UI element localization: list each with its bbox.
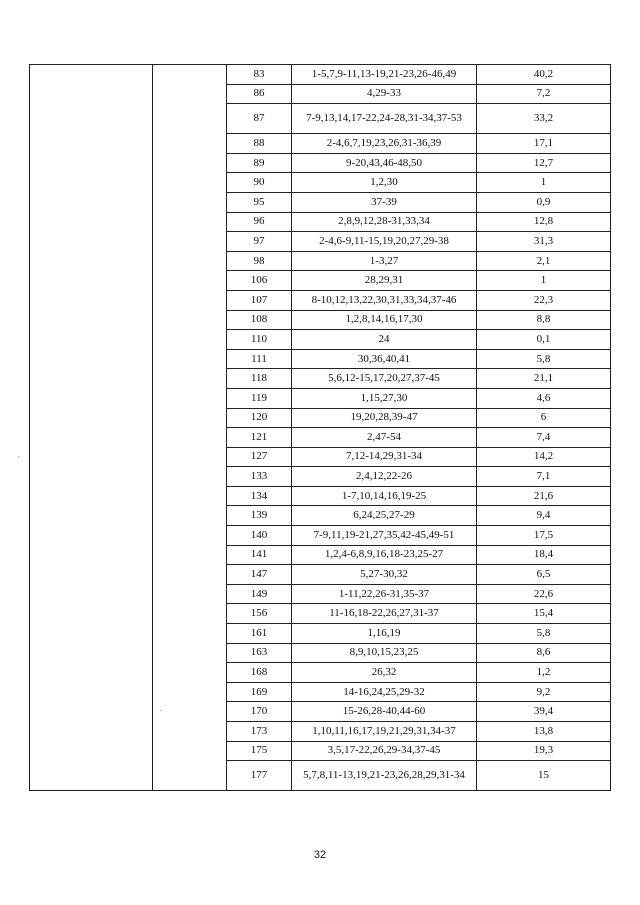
row-number-cell: 90 <box>227 173 292 193</box>
item-list-cell: 1-5,7,9-11,13-19,21-23,26-46,49 <box>292 65 477 85</box>
value-cell: 13,8 <box>477 722 611 742</box>
value-cell: 15 <box>477 761 611 791</box>
item-list-cell: 8,9,10,15,23,25 <box>292 643 477 663</box>
value-cell: 5,8 <box>477 349 611 369</box>
row-number-cell: 173 <box>227 722 292 742</box>
value-cell: 1 <box>477 271 611 291</box>
item-list-cell: 2-4,6,7,19,23,26,31-36,39 <box>292 134 477 154</box>
item-list-cell: 14-16,24,25,29-32 <box>292 682 477 702</box>
value-cell: 8,6 <box>477 643 611 663</box>
row-number-cell: 119 <box>227 388 292 408</box>
row-number-cell: 140 <box>227 526 292 546</box>
value-cell: 6 <box>477 408 611 428</box>
value-cell: 8,8 <box>477 310 611 330</box>
item-list-cell: 30,36,40,41 <box>292 349 477 369</box>
item-list-cell: 2-4,6-9,11-15,19,20,27,29-38 <box>292 232 477 252</box>
item-list-cell: 2,4,12,22-26 <box>292 467 477 487</box>
value-cell: 14,2 <box>477 447 611 467</box>
value-cell: 9,4 <box>477 506 611 526</box>
value-cell: 0,9 <box>477 192 611 212</box>
row-number-cell: 134 <box>227 486 292 506</box>
row-number-cell: 121 <box>227 428 292 448</box>
value-cell: 22,6 <box>477 584 611 604</box>
item-list-cell: 15-26,28-40,44-60 <box>292 702 477 722</box>
item-list-cell: 1,15,27,30 <box>292 388 477 408</box>
row-number-cell: 177 <box>227 761 292 791</box>
item-list-cell: 4,29-33 <box>292 84 477 104</box>
item-list-cell: 37-39 <box>292 192 477 212</box>
row-number-cell: 97 <box>227 232 292 252</box>
item-list-cell: 2,8,9,12,28-31,33,34 <box>292 212 477 232</box>
scan-speck <box>160 710 161 711</box>
empty-cell-col2 <box>153 65 227 791</box>
item-list-cell: 1,2,4-6,8,9,16,18-23,25-27 <box>292 545 477 565</box>
row-number-cell: 133 <box>227 467 292 487</box>
item-list-cell: 7-9,11,19-21,27,35,42-45,49-51 <box>292 526 477 546</box>
row-number-cell: 110 <box>227 330 292 350</box>
row-number-cell: 111 <box>227 349 292 369</box>
row-number-cell: 83 <box>227 65 292 85</box>
item-list-cell: 7-9,13,14,17-22,24-28,31-34,37-53 <box>292 104 477 134</box>
row-number-cell: 161 <box>227 624 292 644</box>
row-number-cell: 175 <box>227 741 292 761</box>
row-number-cell: 86 <box>227 84 292 104</box>
row-number-cell: 87 <box>227 104 292 134</box>
item-list-cell: 19,20,28,39-47 <box>292 408 477 428</box>
value-cell: 17,5 <box>477 526 611 546</box>
value-cell: 4,6 <box>477 388 611 408</box>
item-list-cell: 1,2,8,14,16,17,30 <box>292 310 477 330</box>
row-number-cell: 106 <box>227 271 292 291</box>
item-list-cell: 5,7,8,11-13,19,21-23,26,28,29,31-34 <box>292 761 477 791</box>
value-cell: 9,2 <box>477 682 611 702</box>
row-number-cell: 96 <box>227 212 292 232</box>
value-cell: 31,3 <box>477 232 611 252</box>
item-list-cell: 1-7,10,14,16,19-25 <box>292 486 477 506</box>
value-cell: 6,5 <box>477 565 611 585</box>
row-number-cell: 139 <box>227 506 292 526</box>
row-number-cell: 170 <box>227 702 292 722</box>
row-number-cell: 141 <box>227 545 292 565</box>
item-list-cell: 1-3,27 <box>292 251 477 271</box>
row-number-cell: 120 <box>227 408 292 428</box>
value-cell: 1,2 <box>477 663 611 683</box>
row-number-cell: 98 <box>227 251 292 271</box>
item-list-cell: 8-10,12,13,22,30,31,33,34,37-46 <box>292 290 477 310</box>
row-number-cell: 168 <box>227 663 292 683</box>
row-number-cell: 156 <box>227 604 292 624</box>
value-cell: 0,1 <box>477 330 611 350</box>
row-number-cell: 88 <box>227 134 292 154</box>
item-list-cell: 5,27-30,32 <box>292 565 477 585</box>
value-cell: 1 <box>477 173 611 193</box>
item-list-cell: 28,29,31 <box>292 271 477 291</box>
row-number-cell: 149 <box>227 584 292 604</box>
item-list-cell: 24 <box>292 330 477 350</box>
value-cell: 22,3 <box>477 290 611 310</box>
value-cell: 39,4 <box>477 702 611 722</box>
value-cell: 12,8 <box>477 212 611 232</box>
scan-speck <box>18 456 19 457</box>
value-cell: 5,8 <box>477 624 611 644</box>
row-number-cell: 89 <box>227 153 292 173</box>
item-list-cell: 6,24,25,27-29 <box>292 506 477 526</box>
table-row <box>30 65 611 85</box>
value-cell: 7,4 <box>477 428 611 448</box>
value-cell: 21,6 <box>477 486 611 506</box>
value-cell: 17,1 <box>477 134 611 154</box>
row-number-cell: 127 <box>227 447 292 467</box>
row-number-cell: 169 <box>227 682 292 702</box>
value-cell: 7,2 <box>477 84 611 104</box>
item-list-cell: 1,2,30 <box>292 173 477 193</box>
value-cell: 18,4 <box>477 545 611 565</box>
data-table <box>29 64 611 791</box>
row-number-cell: 147 <box>227 565 292 585</box>
value-cell: 21,1 <box>477 369 611 389</box>
item-list-cell: 1-11,22,26-31,35-37 <box>292 584 477 604</box>
item-list-cell: 7,12-14,29,31-34 <box>292 447 477 467</box>
item-list-cell: 3,5,17-22,26,29-34,37-45 <box>292 741 477 761</box>
item-list-cell: 11-16,18-22,26,27,31-37 <box>292 604 477 624</box>
row-number-cell: 118 <box>227 369 292 389</box>
table-body <box>30 65 611 791</box>
value-cell: 33,2 <box>477 104 611 134</box>
page-number: 32 <box>313 849 327 861</box>
row-number-cell: 107 <box>227 290 292 310</box>
item-list-cell: 2,47-54 <box>292 428 477 448</box>
item-list-cell: 1,10,11,16,17,19,21,29,31,34-37 <box>292 722 477 742</box>
item-list-cell: 26,32 <box>292 663 477 683</box>
item-list-cell: 5,6,12-15,17,20,27,37-45 <box>292 369 477 389</box>
value-cell: 19,3 <box>477 741 611 761</box>
value-cell: 12,7 <box>477 153 611 173</box>
row-number-cell: 108 <box>227 310 292 330</box>
row-number-cell: 163 <box>227 643 292 663</box>
value-cell: 7,1 <box>477 467 611 487</box>
row-number-cell: 95 <box>227 192 292 212</box>
item-list-cell: 9-20,43,46-48,50 <box>292 153 477 173</box>
value-cell: 40,2 <box>477 65 611 85</box>
value-cell: 2,1 <box>477 251 611 271</box>
value-cell: 15,4 <box>477 604 611 624</box>
item-list-cell: 1,16,19 <box>292 624 477 644</box>
empty-cell-col1 <box>30 65 153 791</box>
